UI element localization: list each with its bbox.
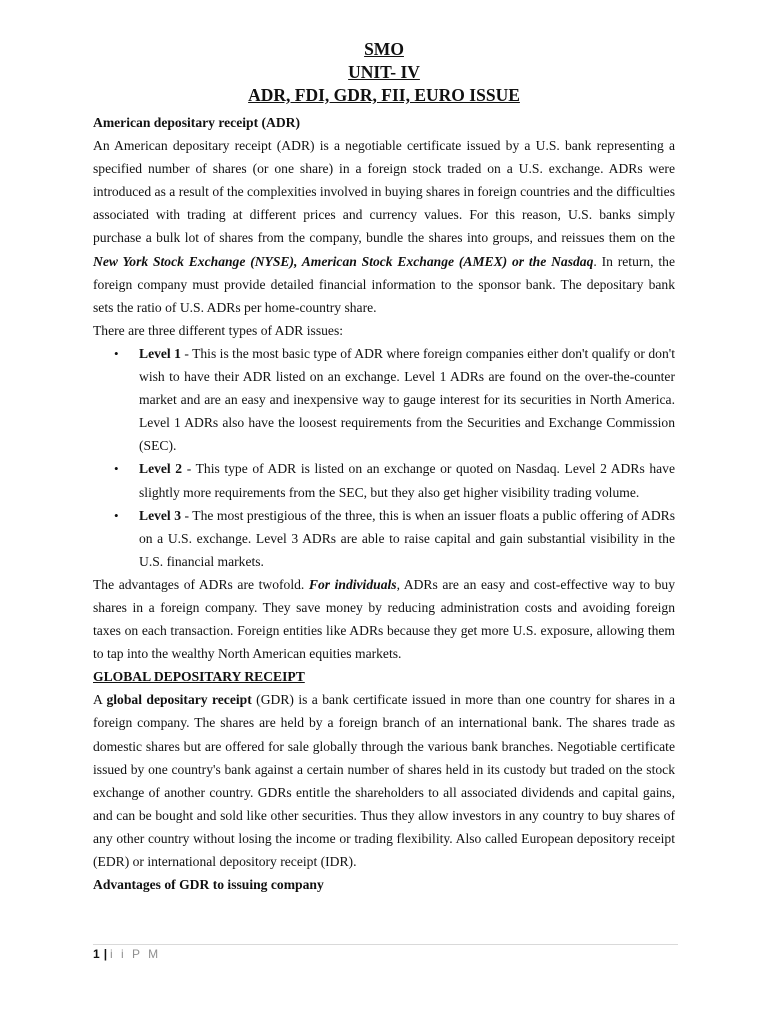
adr-level-item [139,504,675,573]
adr-level-text: - This type of ADR is listed on an exchange or quoted on Nasdaq. Level 2 ADRs have slightly more requirements from the SEC, but they also get higher visibility trading volume. [139,461,675,500]
adr-adv-emphasis: For individuals [308,576,397,592]
footer-brand: i i P M [110,947,161,961]
doc-title-topics: ADR, FDI, GDR, FII, EURO ISSUE [248,85,520,105]
adr-level-label: Level 1 [139,345,181,361]
gdr-term: global depositary receipt [106,692,252,708]
adr-level-text: - The most prestigious of the three, this is when an issuer floats a public offering of ADRs on a U.S. exchange. Level 3 ADRs are able to raise capital and gain substantial visibility in the U.S. financial markets. [139,507,675,569]
doc-title-smo: SMO [364,39,404,59]
adr-levels-list [93,342,675,573]
page-footer [93,947,161,961]
document-page [93,38,675,896]
gdr-para-text-b: (GDR) is a bank certificate issued in more than one country for shares in a foreign company. The shares are held by a foreign branch of an international bank. The shares trade as domestic shares but are offered for sale globally through the various bank branches. Negotiable certificate issued by one country's bank against a certain number of shares held in its custody but traded on the stock exchange of another country. GDRs entitle the shareholders to all associated dividends and capital gains, and can be bought and sold like other securities. Thus they allow investors in any country to buy shares of any other country without losing the income or trading flexibility. Also called European depository receipt (EDR) or international depository receipt (IDR). [93,692,676,869]
gdr-heading: GLOBAL DEPOSITARY RECEIPT [93,669,305,685]
adr-level-item [139,457,675,503]
adr-level-label: Level 3 [139,507,182,523]
gdr-paragraph [93,688,675,873]
adr-para-text-b: . In return, the foreign company must provide detailed financial information to the sponsor bank. The depositary bank sets the ratio of U.S. ADRs per home-country share. [93,253,676,315]
adr-level-item [139,342,675,457]
adr-adv-text-a: The advantages of ADRs are twofold. [93,576,309,592]
adr-adv-text-b: , ADRs are an easy and cost-effective way to buy shares in a foreign company. They save money by reducing administration costs and avoiding foreign taxes on each transaction. Foreign entities like ADRs because they get more U.S. exposure, allowing them to tap into the wealthy North American equities markets. [93,576,675,662]
adr-types-intro: There are three different types of ADR issues: [93,322,344,338]
adr-exchanges-emphasis: New York Stock Exchange (NYSE), American Stock Exchange (AMEX) or the Nasdaq [93,253,594,269]
adr-para-text-a: An American depositary receipt (ADR) is a negotiable certificate issued by a U.S. bank representing a specified number of shares (or one share) in a foreign stock traded on a U.S. exchange. ADRs were introduced as a result of the complexities involved in buying shares in foreign countries and the difficulties associated with trading at different prices and currency values. For this reason, U.S. banks simply purchase a bulk lot of shares from the company, bundle the shares into groups, and reissues them on the [93,138,675,246]
adr-level-label: Level 2 [139,461,183,477]
document-body [93,111,675,896]
footer-divider [93,944,678,945]
footer-separator: | [103,947,108,961]
adr-paragraph [93,134,675,319]
adr-level-text: - This is the most basic type of ADR where foreign companies either don't qualify or don't wish to have their ADR listed on an exchange. Level 1 ADRs are found on the over-the-counter market and are an easy and inexpensive way to gauge interest for its securities in North America. Level 1 ADRs also have the loosest requirements from the Securities and Exchange Commission (SEC). [139,345,675,454]
adr-advantages-paragraph [93,573,675,665]
gdr-para-text-a: A [93,692,107,708]
gdr-advantages-heading: Advantages of GDR to issuing company [93,877,324,893]
doc-title-unit: UNIT- IV [348,62,420,82]
page-number: 1 [93,947,100,961]
adr-heading: American depositary receipt (ADR) [93,115,300,130]
